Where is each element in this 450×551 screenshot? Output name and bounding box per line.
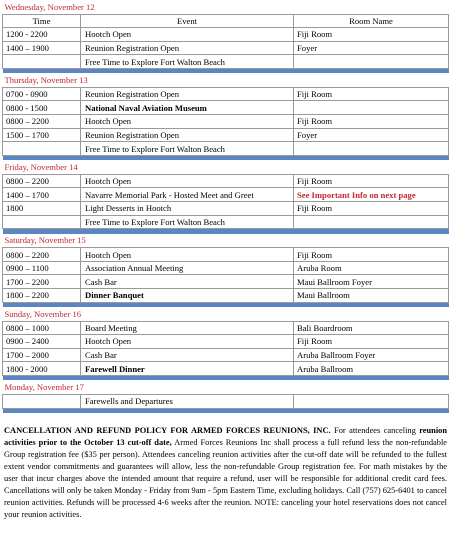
time-cell: 0900 – 2400 <box>3 335 81 349</box>
room-cell: Fiji Room <box>294 202 449 216</box>
day-title: Saturday, November 15 <box>4 235 86 246</box>
policy-text: Armed Forces Reunions Inc shall process a full refund less the non-refundable Group registration fee ($35 per person). Attendees canceling reunion activities after the cut-off date will be refunded to the fullest extent vendor commitments and guarantees will allow, less the non-refundable Group registration fee. For math mistakes by the user that incur charges above the intended amount that require a refund, user will be responsible for additional credit card fees. Cancellations will only be taken Monday - Friday from 9am - 5pm Eastern Time, excluding holidays. Call (757) 625-6401 to cancel reunion activities. Refunds will be processed 4-6 weeks after the reunion. NOTE: canceling your hotel reservations does not cancel your reunion activities. <box>4 438 447 519</box>
table-row <box>3 362 449 376</box>
table-row <box>3 275 449 289</box>
table-row <box>3 101 449 115</box>
cancellation-policy <box>4 425 447 521</box>
room-cell: Fiji Room <box>294 87 449 101</box>
event-header: Event <box>81 14 294 28</box>
room-header: Room Name <box>294 14 449 28</box>
day-title: Friday, November 14 <box>4 162 78 173</box>
time-header: Time <box>3 14 81 28</box>
event-cell: Association Annual Meeting <box>81 261 294 275</box>
policy-text: For attendees canceling <box>330 426 420 435</box>
time-cell: 1800 – 2200 <box>3 289 81 303</box>
time-cell <box>3 55 81 69</box>
room-cell: Aruba Ballroom Foyer <box>294 348 449 362</box>
table-row <box>3 128 449 142</box>
day-title: Sunday, November 16 <box>4 308 82 319</box>
day-header-row <box>3 73 449 87</box>
event-cell: Reunion Registration Open <box>81 128 294 142</box>
room-cell: Foyer <box>294 128 449 142</box>
time-cell: 0900 – 1100 <box>3 261 81 275</box>
table-row <box>3 55 449 69</box>
time-cell: 1800 <box>3 202 81 216</box>
time-cell <box>3 142 81 156</box>
event-cell: Free Time to Explore Fort Walton Beach <box>81 215 294 229</box>
day-header-row <box>3 0 449 14</box>
event-cell: Light Desserts in Hootch <box>81 202 294 216</box>
time-cell: 0800 – 2200 <box>3 174 81 188</box>
event-cell: Hootch Open <box>81 248 294 262</box>
table-row <box>3 87 449 101</box>
event-cell: Farewell Dinner <box>81 362 294 376</box>
time-cell: 1700 – 2000 <box>3 348 81 362</box>
time-cell: 0700 - 0900 <box>3 87 81 101</box>
table-row <box>3 28 449 42</box>
policy-heading: CANCELLATION AND REFUND POLICY FOR ARMED FORCES REUNIONS, INC. <box>4 426 331 435</box>
table-row <box>3 202 449 216</box>
event-cell: Hootch Open <box>81 335 294 349</box>
table-row <box>3 188 449 202</box>
room-cell: Maui Ballroom Foyer <box>294 275 449 289</box>
table-row <box>3 215 449 229</box>
day-header-row <box>3 307 449 321</box>
time-cell <box>3 394 81 408</box>
event-cell: Reunion Registration Open <box>81 41 294 55</box>
day-title: Monday, November 17 <box>4 382 84 393</box>
day-header-row <box>3 160 449 174</box>
table-row <box>3 115 449 129</box>
table-row <box>3 321 449 335</box>
important-info-note: See Important Info on next page <box>294 188 449 202</box>
event-cell: Reunion Registration Open <box>81 87 294 101</box>
room-cell: Fiji Room <box>294 335 449 349</box>
room-cell <box>294 394 449 408</box>
table-row <box>3 248 449 262</box>
table-row <box>3 394 449 408</box>
event-cell: Cash Bar <box>81 348 294 362</box>
table-row <box>3 41 449 55</box>
event-cell: Navarre Memorial Park - Hosted Meet and Greet <box>81 188 294 202</box>
day-header-row <box>3 234 449 248</box>
room-cell: Foyer <box>294 41 449 55</box>
event-cell: Farewells and Departures <box>81 394 294 408</box>
table-row <box>3 289 449 303</box>
day-separator <box>3 408 449 413</box>
schedule-table <box>2 0 449 413</box>
event-cell: National Naval Aviation Museum <box>81 101 294 115</box>
column-header-row <box>3 14 449 28</box>
time-cell: 1800 - 2000 <box>3 362 81 376</box>
table-row <box>3 335 449 349</box>
time-cell: 0800 – 2200 <box>3 248 81 262</box>
time-cell: 1500 – 1700 <box>3 128 81 142</box>
event-cell: Free Time to Explore Fort Walton Beach <box>81 142 294 156</box>
day-header-row <box>3 380 449 394</box>
event-cell: Hootch Open <box>81 174 294 188</box>
event-cell: Hootch Open <box>81 115 294 129</box>
time-cell: 0800 - 1500 <box>3 101 81 115</box>
room-cell: Aruba Room <box>294 261 449 275</box>
policy-cutoff-text: reunion activities prior to the October 13 cut-off date, <box>4 426 447 447</box>
time-cell: 0800 – 1000 <box>3 321 81 335</box>
room-cell: Fiji Room <box>294 248 449 262</box>
room-cell: Aruba Ballroom <box>294 362 449 376</box>
table-row <box>3 261 449 275</box>
time-cell: 1400 – 1900 <box>3 41 81 55</box>
time-cell <box>3 215 81 229</box>
event-cell: Dinner Banquet <box>81 289 294 303</box>
event-cell: Hootch Open <box>81 28 294 42</box>
room-cell <box>294 142 449 156</box>
day-title: Thursday, November 13 <box>4 75 88 86</box>
event-cell: Cash Bar <box>81 275 294 289</box>
room-cell: Bali Boardroom <box>294 321 449 335</box>
time-cell: 1200 - 2200 <box>3 28 81 42</box>
time-cell: 0800 – 2200 <box>3 115 81 129</box>
time-cell: 1400 – 1700 <box>3 188 81 202</box>
room-cell: Maui Ballroom <box>294 289 449 303</box>
room-cell <box>294 55 449 69</box>
day-title: Wednesday, November 12 <box>4 1 95 12</box>
time-cell: 1700 – 2200 <box>3 275 81 289</box>
table-row <box>3 348 449 362</box>
event-cell: Board Meeting <box>81 321 294 335</box>
table-row <box>3 142 449 156</box>
room-cell <box>294 101 449 115</box>
table-row <box>3 174 449 188</box>
room-cell: Fiji Room <box>294 174 449 188</box>
room-cell: Fiji Room <box>294 115 449 129</box>
room-cell <box>294 215 449 229</box>
event-cell: Free Time to Explore Fort Walton Beach <box>81 55 294 69</box>
room-cell: Fiji Room <box>294 28 449 42</box>
